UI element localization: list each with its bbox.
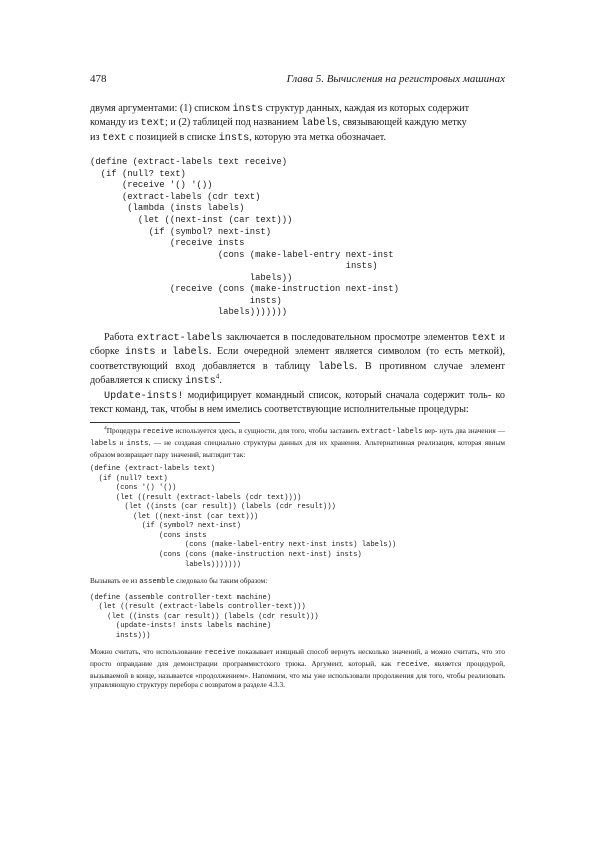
footnote-marker: 4: [104, 425, 107, 432]
chapter-title: Глава 5. Вычисления на регистровых машинах: [286, 73, 505, 85]
intro-line-1: двумя аргументами: (1) списком insts структур данных, каждая из которых содержит: [90, 103, 470, 115]
extract-labels-explanation: Работа extract-labels заключается в последовательном просмотре элементов text и сборке insts и labels. Если очередной элемент является символом (то есть меткой), соответствующий вход добавляется в таблицу labels. В противном случае элемент добавляется к списку insts$^4$.: [90, 331, 506, 388]
running-header: [90, 72, 505, 86]
footnote-code-assemble: (define (assemble controller-text machine) (let ((result (extract-labels controller-text))) (let ((insts (car result)) (labels (cdr result))) (update-insts! insts labels machine) insts))): [90, 593, 319, 640]
extract-labels-code-block: (define (extract-labels text receive) (if (null? text) (receive '() '()) (extract-labels (cdr text) (lambda (insts labels) (let ((next-inst (car text))) (if (symbol? next-inst) (receive insts (cons (make-label-entry next-inst insts) labels)) (receive (cons (make-instruction next-inst) insts) labels))))))): [90, 157, 399, 318]
footnote-text-3: Можно считать, что использование receive показывает изящный способ вернуть несколько значений, а можно считать, что это просто оправдание для демонстрации программистского трюка. Аргумент, который, как receive, является процедурой, вызываемой в конце, называется «продолжением». Напомним, что мы уже использовали продолжения для того, чтобы реализовать управляющую структуру перебора с возвратом в разделе 4.3.3.: [90, 647, 506, 690]
book-page: [90, 72, 505, 690]
footnote-text-2: Вызывать ее из assemble следовало бы таким образом:: [90, 576, 268, 587]
intro-line-2: команду из text; и (2) таблицей под названием labels, связывающей каждую метку: [90, 117, 467, 130]
page-number: 478: [90, 73, 107, 85]
footnote-ref: 4: [215, 372, 220, 381]
intro-paragraph: [90, 102, 505, 145]
update-insts-paragraph: Update-insts! модифицирует командный список, который сначала содержит толь- ко текст команд, так, чтобы в нем имелись соответствующие исполнительные процедуры:: [90, 389, 506, 415]
footnote-divider: [90, 422, 240, 423]
footnote-text-1: $^4$Процедура receive используется здесь, в сущности, для того, чтобы заставить extract-labels вер- нуть два значения — labels и insts, — не создавая специально структуры данных для их хранения. Альтернативная реализация, которая явным образом возвращает пару значений, выглядит так:: [90, 425, 506, 459]
footnote-code-extract-labels: (define (extract-labels text) (if (null? text) (cons '() '()) (let ((result (extract-labels (cdr text)))) (let ((insts (car result)) (labels (cdr result))) (let ((next-inst (car text))) (if (symbol? next-inst) (cons insts (cons (make-label-entry next-inst insts) labels)) (cons (cons (make-instruction next-inst) insts) labels))))))): [90, 465, 397, 569]
intro-line-3: из text с позицией в списке insts, которую эта метка обозначает.: [90, 131, 386, 144]
